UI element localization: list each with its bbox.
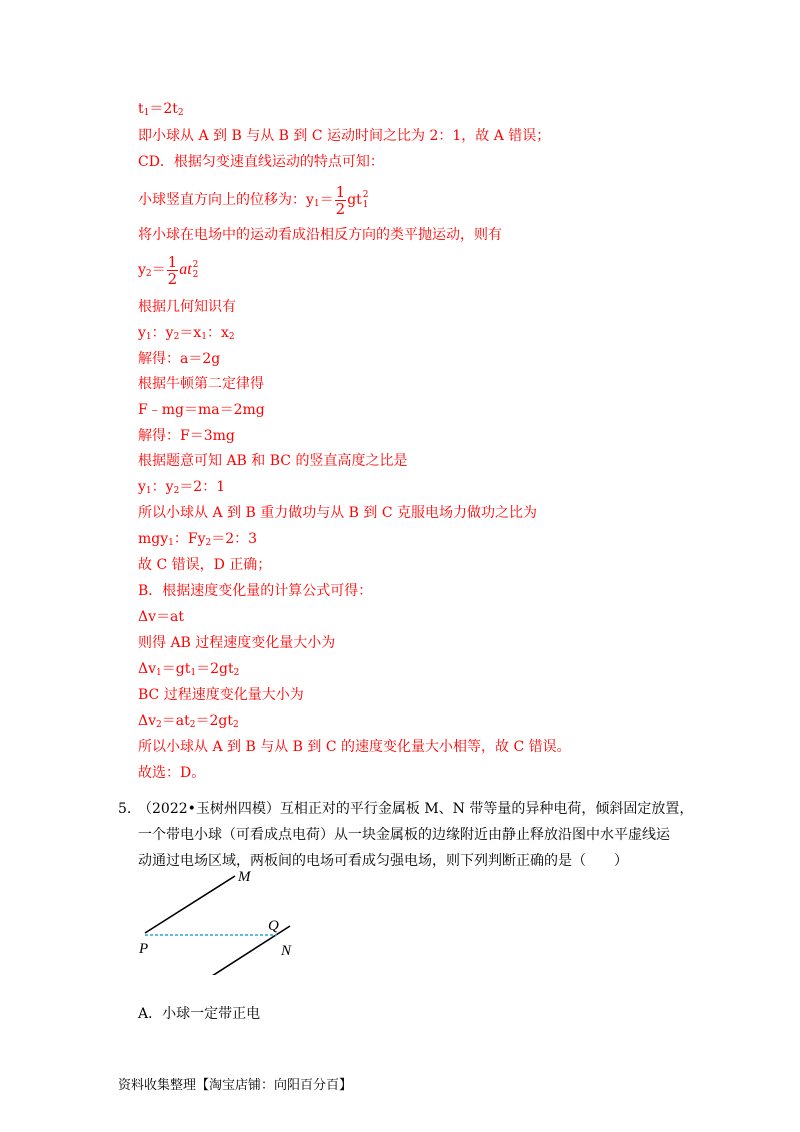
solution-line-23: $\Delta v_2=at_2=2gt_2$ [138, 713, 239, 730]
solution-line-9: 解得：a＝2g [138, 351, 221, 367]
solution-line-6: $y_2=$ $\frac{1}{2}$ at 2 2 [138, 252, 199, 288]
solution-line-18: B．根据速度变化量的计算公式可得： [138, 583, 373, 599]
solution-line-1: $t_1=2t_2$ [138, 101, 184, 118]
solution-line-13: 根据题意可知 AB 和 BC 的竖直高度之比是 [138, 453, 408, 469]
option-a[interactable]: A．小球一定带正电 [138, 1006, 261, 1022]
solution-line-21: $\Delta v_1=gt_1=2gt_2$ [138, 661, 240, 678]
label-n: N [281, 943, 292, 959]
solution-line-8: $y_1$：$y_2=x_1$：$x_2$ [138, 325, 235, 342]
solution-line-14: $y_1$：$y_2=2$：1 [138, 479, 226, 496]
solution-line-24: 所以小球从 A 到 B 与从 B 到 C 的速度变化量大小相等，故 C 错误。 [138, 739, 571, 755]
question-line-3: 动通过电场区域，两板间的电场可看成匀强电场，则下列判断正确的是（ ） [138, 853, 628, 869]
parallel-plates-figure [135, 860, 315, 975]
solution-line-2: 即小球从 A 到 B 与从 B 到 C 运动时间之比为 2：1，故 A 错误； [138, 128, 551, 144]
solution-line-22: BC 过程速度变化量大小为 [138, 687, 304, 703]
label-q: Q [268, 918, 279, 934]
solution-line-7: 根据几何知识有 [138, 299, 236, 315]
question-number: 5. [118, 801, 132, 817]
question-line-2: 一个带电小球（可看成点电荷）从一块金属板的边缘附近由静止释放沿图中水平虚线运 [138, 827, 670, 843]
solution-line-19: Δv＝at [138, 609, 184, 625]
solution-line-17: 故 C 错误，D 正确； [138, 557, 272, 573]
solution-line-11: F﹣mg＝ma＝2mg [138, 402, 265, 418]
question-line-1: （2022•玉树州四模）互相正对的平行金属板 M、N 带等量的异种电荷，倾斜固定放置， [138, 801, 694, 817]
label-m: M [238, 869, 251, 885]
solution-line-5: 将小球在电场中的运动看成沿相反方向的类平抛运动，则有 [138, 227, 502, 243]
label-p: P [139, 941, 149, 957]
plate-m [145, 876, 235, 933]
solution-line-15: 所以小球从 A 到 B 重力做功与从 B 到 C 克服电场力做功之比为 [138, 505, 537, 521]
solution-line-3: CD．根据匀变速直线运动的特点可知： [138, 154, 384, 170]
solution-line-16: mgy$_1$：$Fy_2=2$：3 [138, 531, 258, 548]
solution-line-20: 则得 AB 过程速度变化量大小为 [138, 635, 336, 651]
solution-line-12: 解得：F＝3mg [138, 428, 235, 444]
solution-line-4: 小球竖直方向上的位移为：$y_1=$ $\frac{1}{2}$ gt 2 1 [138, 182, 369, 218]
footer-text: 资料收集整理【淘宝店铺：向阳百分百】 [118, 1078, 353, 1093]
solution-line-25: 故选：D。 [138, 765, 206, 781]
solution-line-10: 根据牛顿第二定律得 [138, 376, 264, 392]
